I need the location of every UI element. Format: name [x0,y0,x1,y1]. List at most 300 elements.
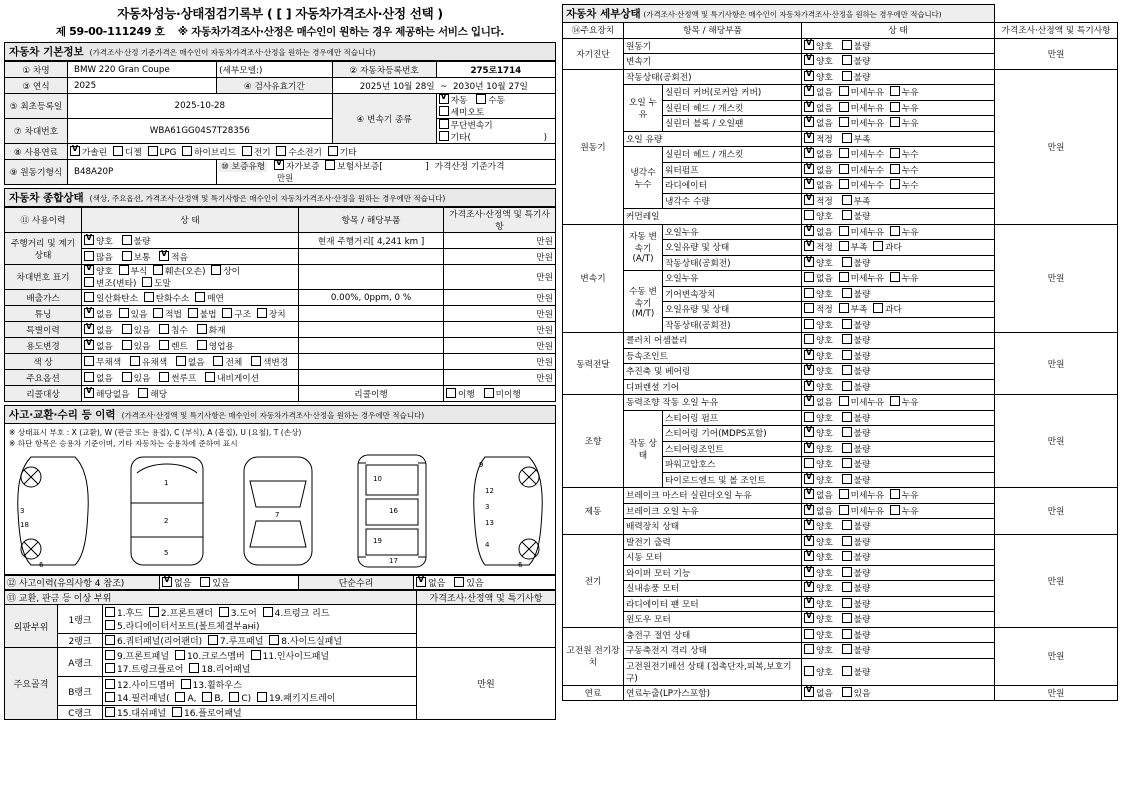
opt-device[interactable]: 장치 [257,308,286,320]
opt-none[interactable]: V 없음 [804,489,833,501]
warranty-opt-self[interactable]: V 자가보증 [274,160,320,172]
opt-bad[interactable]: 불량 [842,40,871,52]
inspect-tilde: ~ [440,81,448,92]
part-door[interactable]: 3.도어 [219,606,257,619]
opt-micro-leak[interactable]: 미세누유 [839,505,885,517]
state-clutch [802,333,995,349]
table-row [5,94,556,119]
warranty-cell [217,160,556,185]
opt-many[interactable]: 많음 [84,251,113,263]
state-at-oil-level [802,240,995,256]
opt-leak[interactable]: 누유 [890,102,919,114]
part-pillar-a[interactable]: A, [175,692,196,704]
opt-none[interactable]: V 없음 [804,164,833,176]
item-fuel-leak: 연료누출(LP가스포함) [624,685,802,701]
table-header-row [5,208,556,233]
part-side-member[interactable]: 12.사이드멤버 [105,678,175,691]
opt-not-done[interactable]: 미이행 [484,388,521,400]
doc-no-suffix: 호 [154,26,165,38]
special-price: 만원 [444,322,556,338]
opt-leak[interactable]: 누유 [890,396,919,408]
opt-none[interactable]: V 없음 [804,226,833,238]
rankb-items [103,677,417,706]
opt-none[interactable]: 없음 [84,372,113,384]
opt-micro-leak[interactable]: 미세누유 [839,86,885,98]
opt-smoke[interactable]: 매연 [195,292,224,304]
table-header-row [5,591,556,605]
opt-good[interactable]: 양호 [804,458,833,470]
vin-value: WBA61GG04S7T28356 [67,119,332,144]
opt-corrosion[interactable]: 부식 [119,265,148,277]
group-transmission: 변속기 [563,224,624,333]
legend-scope: ※ 하단 항목은 승용차 기준이며, 기타 자동차는 승용차에 준하여 표시 [9,439,238,448]
opt-leak[interactable]: 누수 [890,164,919,176]
opt-good[interactable]: V 양호 [804,520,833,532]
opt-good[interactable]: 양호 [804,644,833,656]
table-row [5,62,556,78]
opt-none[interactable]: 없음 [804,272,833,284]
color-state [82,354,299,370]
opt-bad[interactable]: 불량 [842,629,871,641]
trans-opt-semiauto[interactable]: 세미오토 [439,106,485,118]
opt-good[interactable]: V양호 [84,265,113,277]
opt-bad[interactable]: 불량 [842,257,871,269]
part-trunk-floor[interactable]: 17.트렁크플로어 [105,662,183,675]
rank-b: B랭크 [58,677,103,706]
item-master-cylinder-leak: 브레이크 마스터 실린더오일 누유 [624,488,802,504]
opt-leak[interactable]: 누유 [890,489,919,501]
opt-hc[interactable]: 탄화수소 [144,292,190,304]
opt-bad[interactable]: 불량 [842,381,871,393]
part-radiator-support[interactable]: 5.라디에이터서포트(볼트체결부ані) [105,619,260,632]
year-value: 2025 [67,78,216,94]
opt-bad[interactable]: 불량 [842,55,871,67]
opt-good[interactable]: V양호 [84,235,113,247]
part-trunk-lid[interactable]: 4.트렁크 리드 [263,606,330,619]
opt-commercial[interactable]: 영업용 [197,340,234,352]
item-steering-gear: 스티어링 기어(MDPS포함) [663,426,802,442]
opt-bad[interactable]: 불량 [842,443,871,455]
item-mt-idle: 작동상태(공회전) [663,317,802,333]
opt-exists[interactable]: 있음 [122,324,151,336]
item-alternator: 발전기 출력 [624,534,802,550]
reg-no-label: ② 자동차등록번호 [332,62,436,78]
item-differential: 디퍼렌셜 기어 [624,379,802,395]
opt-illegal[interactable]: 불법 [188,308,217,320]
state-mt-oil-level [802,302,995,318]
opt-exists[interactable]: 있음 [122,340,151,352]
opt-micro-leak[interactable]: 미세누수 [839,148,885,160]
options-part [299,370,444,386]
warranty-opt-insurer[interactable]: 보험사보증[ ] [325,160,429,172]
opt-sunroof[interactable]: 썬루프 [159,372,196,384]
part-wheel-house[interactable]: 13.휠하우스 [181,678,242,691]
opt-leak[interactable]: 누유 [890,505,919,517]
opt-bad[interactable]: 불량 [842,536,871,548]
opt-adequate[interactable]: V 적정 [804,241,833,253]
fuel-opt-diesel[interactable]: 디젤 [113,146,142,158]
opt-damaged[interactable]: 훼손(오손) [153,265,205,277]
price-base-label: 가격산정 기준가격 [434,162,505,172]
opt-micro-leak[interactable]: 미세누유 [839,117,885,129]
opt-none[interactable]: V 없음 [804,148,833,160]
opt-flood[interactable]: 침수 [159,324,188,336]
opt-bad[interactable]: 불량 [842,520,871,532]
opt-leak[interactable]: 누유 [890,86,919,98]
opt-few[interactable]: V 적음 [159,251,188,263]
opt-legal[interactable]: 적법 [153,308,182,320]
opt-erased[interactable]: 도말 [142,277,171,289]
opt-insufficient[interactable]: 부족 [842,195,871,207]
price-powertrain: 만원 [995,333,1118,395]
left-column [4,4,556,789]
engine-label: ⑨ 원동기형식 [5,160,68,185]
doc-no-label: 제 [55,26,66,38]
price-high-voltage: 만원 [995,627,1118,685]
item-gear-shift: 기어변속장치 [663,286,802,302]
opt-bad[interactable]: 불량 [842,319,871,331]
opt-good[interactable]: V 양호 [804,257,833,269]
ranka-items [103,648,417,677]
opt-none[interactable]: V 없음 [416,576,445,589]
opt-co[interactable]: 일산화탄소 [84,292,138,304]
part-hood[interactable]: 1.후드 [105,606,143,619]
opt-none[interactable]: 없음 [176,356,205,368]
opt-fire[interactable]: 화재 [197,324,226,336]
rank-a: A랭크 [58,648,103,677]
item-at-oil-leak: 오일누유 [663,224,802,240]
svg-text:10: 10 [372,475,382,483]
svg-text:3: 3 [485,503,490,511]
opt-bad[interactable]: 불량 [842,365,871,377]
opt-none[interactable]: V 없음 [804,179,833,191]
opt-bad[interactable]: 불량 [842,412,871,424]
row-label-special: 특별이력 [5,322,82,338]
opt-bad[interactable]: 불량 [842,582,871,594]
col-price: 가격조사·산정액 및 특기사항 [444,208,556,233]
opt-colorchange[interactable]: 색변경 [251,356,288,368]
table-row [5,605,556,634]
group-steering: 조향 [563,395,624,488]
table-row [563,627,1118,643]
recall-extra [444,386,556,402]
opt-altered[interactable]: 변조(변타) [84,277,136,289]
section-overall-header [4,188,556,207]
item-mt-oil-level: 오일유량 및 상태 [663,302,802,318]
opt-chromatic[interactable]: 유채색 [130,356,167,368]
opt-none[interactable]: V 없음 [84,308,113,320]
opt-good[interactable]: V 양호 [804,613,833,625]
opt-micro-leak[interactable]: 미세누유 [839,102,885,114]
table-row [5,233,556,249]
state-idle [802,69,995,85]
opt-bad[interactable]: 불량 [842,334,871,346]
fuel-opt-gasoline[interactable]: V 가솔린 [70,146,107,158]
opt-bad[interactable]: 불량 [842,567,871,579]
opt-full[interactable]: 전체 [213,356,242,368]
opt-none[interactable]: V 없음 [804,505,833,517]
tuning-state [82,306,299,322]
opt-good[interactable]: V 양호 [804,381,833,393]
basic-info-table [4,61,556,185]
fuel-opt-electric[interactable]: 전기 [242,146,271,158]
car-diagrams [9,451,551,571]
opt-good[interactable]: 양호 [804,666,833,678]
part-pillar-b[interactable]: B, [202,692,223,704]
opt-leak[interactable]: 누유 [890,117,919,129]
opt-bad[interactable]: 불량 [842,666,871,678]
price-steering: 만원 [995,395,1118,488]
opt-adequate[interactable]: V 적정 [804,133,833,145]
opt-good[interactable]: V 양호 [804,55,833,67]
state-power-hose [802,457,995,473]
rank1-items [103,605,417,634]
part-rear-panel[interactable]: 18.리어패널 [189,662,250,675]
item-clutch: 클러치 어셈블리 [624,333,802,349]
opt-leak[interactable]: 누수 [890,148,919,160]
group-electric: 전기 [563,534,624,627]
part-side-sill-panel[interactable]: 8.사이드실패널 [269,634,342,647]
opt-none[interactable]: V 없음 [804,396,833,408]
vin-label: ⑦ 차대번호 [5,119,68,144]
item-power-hose: 파워고압호스 [663,457,802,473]
rank-c: C랭크 [58,706,103,720]
item-transmission: 변속기 [624,54,802,70]
price-self-diagnosis: 만원 [995,38,1118,69]
state-propeller-shaft [802,364,995,380]
opt-micro-leak[interactable]: 미세누유 [839,272,885,284]
vin-mark-part [299,265,444,290]
vin-mark-state [82,265,299,290]
item-blower-motor: 실내송풍 모터 [624,581,802,597]
trans-opt-cvt[interactable]: 무단변속기 [439,119,493,131]
opt-good[interactable]: 양호 [804,319,833,331]
state-hv-wiring [802,658,995,685]
opt-structure[interactable]: 구조 [222,308,251,320]
opt-good[interactable]: V 양호 [804,350,833,362]
opt-none[interactable]: V 없음 [804,86,833,98]
state-mt-idle [802,317,995,333]
part-pillar-panel[interactable]: 14.필러패널( [105,691,170,704]
opt-good[interactable]: V 양호 [804,598,833,610]
opt-leak[interactable]: 누유 [890,226,919,238]
part-front-fender[interactable]: 2.프론트팬더 [149,606,213,619]
part-roof-panel[interactable]: 7.루프패널 [208,634,263,647]
opt-bad[interactable]: 불량 [842,551,871,563]
opt-none[interactable]: V 없음 [804,102,833,114]
main-frame-price: 만원 [417,648,556,720]
opt-none[interactable]: V 없음 [162,576,191,589]
opt-bad[interactable]: 불량 [842,350,871,362]
opt-not-applicable[interactable]: V 해당없음 [84,388,130,400]
opt-exists[interactable]: 있음 [454,576,483,589]
opt-bad[interactable]: 불량 [842,644,871,656]
opt-insufficient[interactable]: 부족 [839,303,868,315]
opt-good[interactable]: 양호 [804,288,833,300]
item-water-pump: 워터펌프 [663,162,802,178]
opt-good[interactable]: V 양호 [804,443,833,455]
row-label-recall: 리콜대상 [5,386,82,402]
opt-micro-leak[interactable]: 미세누유 [839,489,885,501]
recall-state [82,386,299,402]
opt-bad[interactable]: 불량 [842,210,871,222]
document-number-line [4,24,556,39]
opt-exists[interactable]: 있음 [122,372,151,384]
color-price: 만원 [444,354,556,370]
fuel-opt-lpg[interactable]: LPG [148,146,177,158]
row-label-emission: 배출가스 [5,290,82,306]
damage-diagram-panel [4,424,556,575]
group-main-frame: 주요골격 [5,648,58,720]
state-cyl-head-gasket [802,100,995,116]
doc-no: 59-00-111249 [69,25,152,38]
rank2-items [103,634,417,648]
opt-insufficient[interactable]: 부족 [842,133,871,145]
opt-different[interactable]: 상이 [211,265,240,277]
opt-micro-leak[interactable]: 미세누유 [839,226,885,238]
item-starter-motor: 시동 모터 [624,550,802,566]
opt-micro-leak[interactable]: 미세누수 [839,164,885,176]
state-common-rail [802,209,995,225]
opt-normal[interactable]: 보통 [122,251,151,263]
opt-exists[interactable]: 있음 [842,687,871,699]
item-rocker-cover: 실린더 커버(로커암 커버) [663,85,802,101]
opt-micro-leak[interactable]: 미세누유 [839,396,885,408]
opt-good[interactable]: 양호 [804,210,833,222]
opt-good[interactable]: V 양호 [804,536,833,548]
opt-none[interactable]: V 없음 [84,324,113,336]
opt-excessive[interactable]: 과다 [873,303,902,315]
sub-operation-state: 작동 상태 [624,410,663,488]
table-row [5,338,556,354]
item-cyl-block-oilpan: 실린더 블록 / 오일팬 [663,116,802,132]
part-dash-panel[interactable]: 15.대쉬패널 [105,706,166,719]
fuel-opt-other[interactable]: 기타 [328,146,357,158]
opt-bad[interactable]: 불량 [842,427,871,439]
svg-text:2: 2 [163,517,168,525]
opt-navigation[interactable]: 내비게이션 [205,372,259,384]
section-accident-title: 사고·교환·수리 등 이력 [9,409,116,421]
opt-good[interactable]: V 양호 [804,567,833,579]
section-detail-header [563,5,995,23]
opt-good[interactable]: V 양호 [804,551,833,563]
item-steering-pump: 스티어링 펌프 [663,410,802,426]
legend-codes: ※ 상태표시 부호 : X (교환), W (판금 또는 용접), C (부식), A (흠집), U (요철), T (손상) [9,428,302,437]
opt-none[interactable]: V 없음 [804,117,833,129]
opt-achromatic[interactable]: 무채색 [84,356,121,368]
table-row [5,78,556,94]
trans-opt-manual[interactable]: 수동 [476,94,505,106]
state-rocker-cover [802,85,995,101]
opt-done[interactable]: 이행 [446,388,475,400]
table-row [5,306,556,322]
exchange-parts-table [4,590,556,720]
opt-insufficient[interactable]: 부족 [839,241,868,253]
year-label: ③ 연식 [5,78,68,94]
fuel-opt-hydrogen[interactable]: 수소전기 [276,146,322,158]
state-booster [802,519,995,535]
opt-adequate[interactable]: V 적정 [804,195,833,207]
part-cross-member[interactable]: 10.크로스멤버 [175,649,245,662]
simple-repair-label: 단순수리 [299,576,414,590]
group-self-diagnosis: 자기진단 [563,38,624,69]
section-accident-header [4,405,556,424]
overall-state-table [4,207,556,402]
opt-adequate[interactable]: 적정 [804,303,833,315]
state-radiator [802,178,995,194]
group-high-voltage: 고전원 전기장치 [563,627,624,685]
opt-leak[interactable]: 누유 [890,272,919,284]
opt-exists[interactable]: 있음 [119,308,148,320]
opt-none[interactable]: V 없음 [84,340,113,352]
opt-good[interactable]: V 양호 [804,365,833,377]
item-cv-joint: 등속조인트 [624,348,802,364]
tuning-part [299,306,444,322]
part-package-tray[interactable]: 19.패키지트레이 [257,691,335,704]
opt-micro-leak[interactable]: 미세누수 [839,179,885,191]
opt-bad[interactable]: 불량 [842,474,871,486]
doc-notice: ※ 자동차가격조사·산정은 매수인이 원하는 경우 제공하는 서비스 입니다. [177,26,505,38]
opt-bad[interactable]: 불량 [842,458,871,470]
item-brake-oil-leak: 브레이크 오일 누유 [624,503,802,519]
opt-good[interactable]: V 양호 [804,40,833,52]
page-title: 자동차성능·상태점검기록부 ( [ ] 자동차가격조사·산정 선택 ) [117,6,443,21]
item-power-steering-leak: 동력조향 작동 오일 누유 [624,395,802,411]
col-price: 가격조사·산정액 및 특기사항 [995,23,1118,39]
opt-bad[interactable]: 불량 [842,71,871,83]
opt-rent[interactable]: 렌트 [159,340,188,352]
opt-applicable[interactable]: 해당 [138,388,167,400]
opt-good[interactable]: 양호 [804,334,833,346]
simple-repair-options [414,576,556,590]
trans-opt-other[interactable]: 기타( ) [439,131,547,143]
opt-exists[interactable]: 있음 [200,576,229,589]
opt-good[interactable]: 양호 [804,412,833,424]
opt-bad[interactable]: 불량 [842,613,871,625]
trans-opt-auto[interactable]: V자동 [439,94,468,106]
opt-excessive[interactable]: 과다 [873,241,902,253]
opt-good[interactable]: V 양호 [804,427,833,439]
opt-none[interactable]: V 없음 [804,687,833,699]
svg-text:17: 17 [388,557,398,565]
opt-good[interactable]: 양호 [804,629,833,641]
part-inside-panel[interactable]: 11.인사이드패널 [251,649,329,662]
opt-good[interactable]: V 양호 [804,71,833,83]
item-at-oil-level: 오일유량 및 상태 [663,240,802,256]
state-at-idle [802,255,995,271]
vin-mark-price: 만원 [444,265,556,290]
fuel-opt-hybrid[interactable]: 하이브리드 [182,146,236,158]
opt-bad[interactable]: 불량 [842,288,871,300]
special-part [299,322,444,338]
opt-leak[interactable]: 누수 [890,179,919,191]
opt-bad[interactable]: 불량 [842,598,871,610]
accident-history-table [4,575,556,590]
state-cv-joint [802,348,995,364]
state-charging-port-insulation [802,627,995,643]
part-quarter-panel[interactable]: 6.쿼터패널(리어팬더) [105,634,202,647]
opt-good[interactable]: V 양호 [804,474,833,486]
item-cyl-head-gasket: 실린더 헤드 / 개스킷 [663,100,802,116]
section-accident-note: (가격조사·산정액 및 특기사항은 매수인이 자동차가격조사·산정을 원하는 경우에만 적습니다) [121,411,425,420]
opt-good[interactable]: V 양호 [804,582,833,594]
part-floor-panel[interactable]: 16.플로어패널 [172,706,242,719]
svg-text:6: 6 [39,561,44,569]
part-front-panel[interactable]: 9.프론트패널 [105,649,169,662]
svg-text:7: 7 [275,511,280,519]
part-pillar-c[interactable]: C) [229,692,251,704]
opt-bad[interactable]: 불량 [122,235,151,247]
